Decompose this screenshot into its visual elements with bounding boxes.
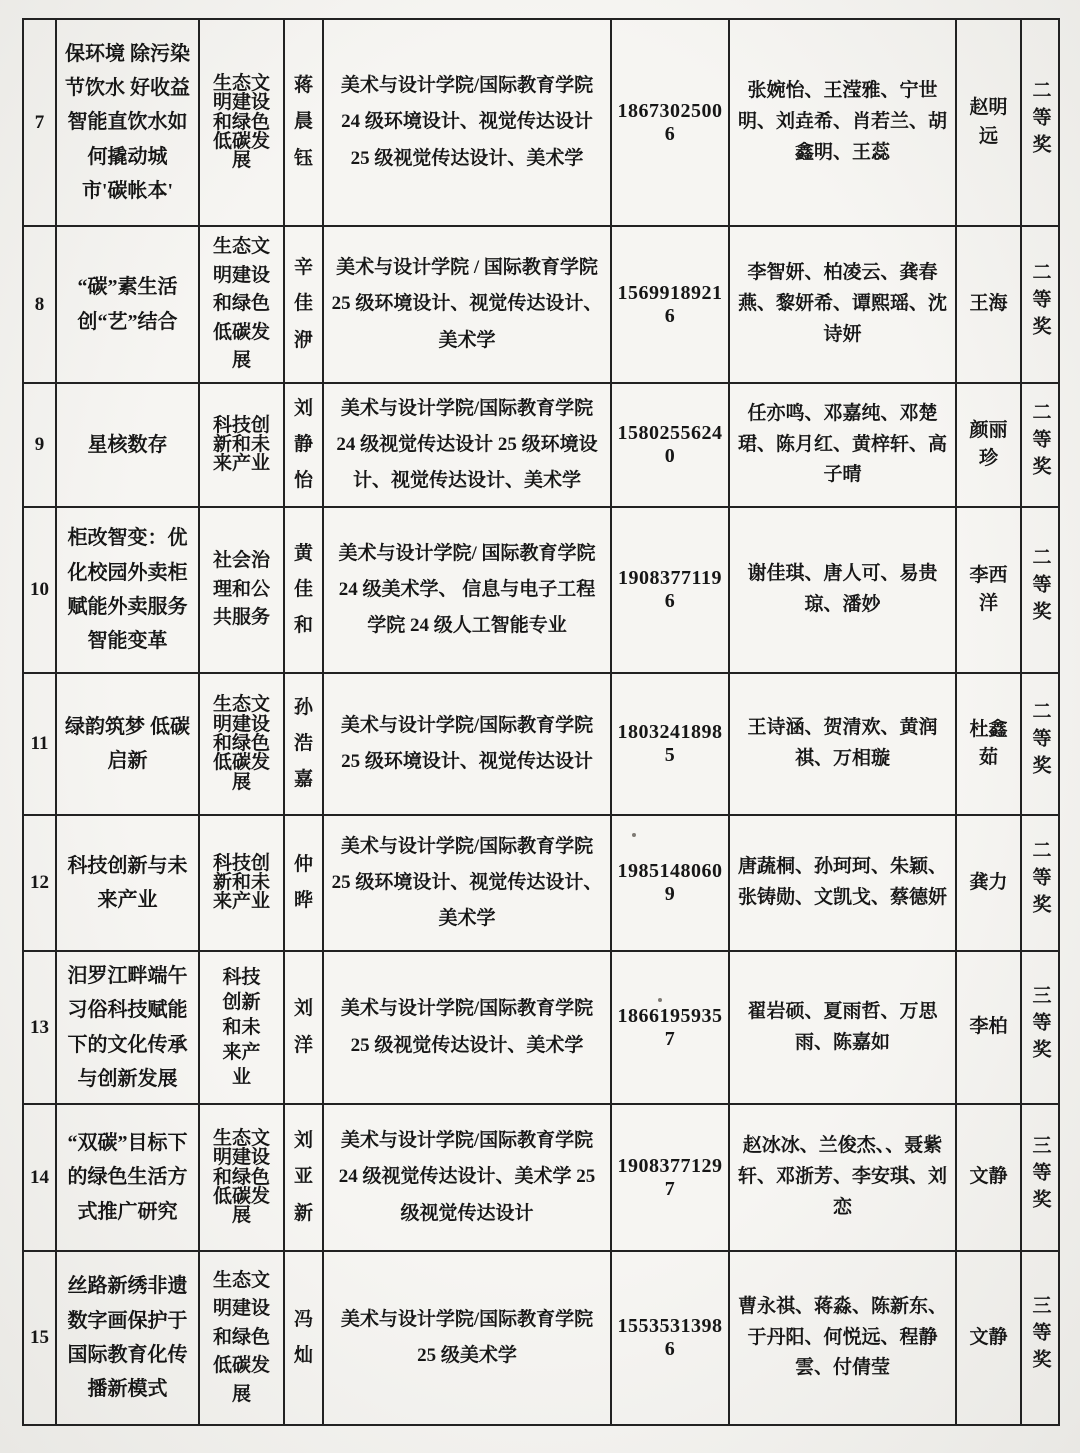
project-name: 星核数存 <box>56 383 199 507</box>
phone-number: 18032418985 <box>611 673 729 815</box>
college-major: 美术与设计学院/国际教育学院 25 级美术学 <box>323 1251 611 1425</box>
instructor-name: 李西洋 <box>956 507 1021 673</box>
phone-number: 15699189216 <box>611 226 729 383</box>
category-label: 生态文明建设和绿色低碳发展 <box>213 1269 271 1405</box>
table-row <box>23 1251 1059 1425</box>
leader-name: 辛佳洢 <box>284 226 323 383</box>
team-members: 曹永祺、蒋淼、陈新东、于丹阳、何悦远、程静雲、付倩莹 <box>729 1251 956 1425</box>
award-level: 二等奖 <box>1029 547 1051 628</box>
award-level: 三等奖 <box>1029 984 1051 1066</box>
table-row <box>23 383 1059 507</box>
category-cell <box>199 673 284 815</box>
leader-name: 孙浩嘉 <box>284 673 323 815</box>
table-row <box>23 1104 1059 1251</box>
team-members: 赵冰冰、兰俊杰、、聂紫轩、邓浙芳、李安琪、刘恋 <box>729 1104 956 1251</box>
table-row <box>23 19 1059 226</box>
team-members: 任亦鸣、邓嘉纯、邓楚珺、陈月红、黄梓轩、高子晴 <box>729 383 956 507</box>
award-level: 二等奖 <box>1029 79 1051 161</box>
category-label: 生态文明建设和绿色低碳发展 <box>213 694 271 793</box>
college-major: 美术与设计学院/国际教育学院 25 级视觉传达设计、美术学 <box>323 951 611 1104</box>
instructor-name: 文静 <box>956 1104 1021 1251</box>
leader-name: 仲晔 <box>284 815 323 951</box>
college-major: 美术与设计学院/国际教育学院 24 级视觉传达设计、美术学 25 级视觉传达设计 <box>323 1104 611 1251</box>
college-major: 美术与设计学院/国际教育学院 24 级环境设计、视觉传达设计 25 级视觉传达设计、美术学 <box>323 19 611 226</box>
award-cell <box>1021 673 1059 815</box>
row-number: 10 <box>23 507 56 673</box>
leader-name: 黄佳和 <box>284 507 323 673</box>
category-label: 生态文明建设和绿色低碳发展 <box>213 1127 271 1227</box>
award-cell <box>1021 951 1059 1104</box>
row-number: 12 <box>23 815 56 951</box>
phone-number: 18661959357 <box>611 951 729 1104</box>
category-cell <box>199 19 284 226</box>
award-cell <box>1021 1251 1059 1425</box>
leader-name: 刘洋 <box>284 951 323 1104</box>
leader-name: 蒋晨钰 <box>284 19 323 226</box>
award-level: 三等奖 <box>1029 1134 1051 1216</box>
project-name: 科技创新与未来产业 <box>56 815 199 951</box>
team-members: 张婉怡、王滢雅、宁世明、刘垚希、肖若兰、胡鑫明、王蕊 <box>729 19 956 226</box>
category-cell <box>199 226 284 383</box>
instructor-name: 颜丽珍 <box>956 383 1021 507</box>
team-members: 李智妍、柏凌云、龚春燕、黎妍希、谭熙瑶、沈诗妍 <box>729 226 956 383</box>
project-name: 保环境 除污染 节饮水 好收益 智能直饮水如何撬动城市'碳帐本' <box>56 19 199 226</box>
row-number: 13 <box>23 951 56 1104</box>
phone-number: 15802556240 <box>611 383 729 507</box>
award-cell <box>1021 19 1059 226</box>
award-level: 二等奖 <box>1029 840 1051 921</box>
row-number: 11 <box>23 673 56 815</box>
row-number: 8 <box>23 226 56 383</box>
category-label: 生态文明建设和绿色低碳发展 <box>213 236 271 372</box>
phone-number: 19851480609 <box>611 815 729 951</box>
table-row <box>23 226 1059 383</box>
leader-name: 刘亚新 <box>284 1104 323 1251</box>
row-number: 9 <box>23 383 56 507</box>
instructor-name: 文静 <box>956 1251 1021 1425</box>
instructor-name: 赵明远 <box>956 19 1021 226</box>
category-label: 社会治理和公共服务 <box>213 550 271 629</box>
scan-speck <box>632 833 636 837</box>
project-name: “双碳”目标下的绿色生活方式推广研究 <box>56 1104 199 1251</box>
row-number: 15 <box>23 1251 56 1425</box>
category-label: 科技创新和未来产业 <box>213 414 271 475</box>
row-number: 14 <box>23 1104 56 1251</box>
table-row <box>23 507 1059 673</box>
award-level: 三等奖 <box>1029 1295 1051 1376</box>
award-cell <box>1021 383 1059 507</box>
award-cell <box>1021 1104 1059 1251</box>
team-members: 谢佳琪、唐人可、易贵琼、潘妙 <box>729 507 956 673</box>
category-cell <box>199 951 284 1104</box>
instructor-name: 龚力 <box>956 815 1021 951</box>
category-cell <box>199 507 284 673</box>
instructor-name: 王海 <box>956 226 1021 383</box>
award-cell <box>1021 507 1059 673</box>
category-label: 科技创新和未来产业 <box>222 966 261 1089</box>
award-level: 二等奖 <box>1029 261 1051 343</box>
leader-name: 冯灿 <box>284 1251 323 1425</box>
project-name: 丝路新绣非遗数字画保护于国际教育化传播新模式 <box>56 1251 199 1425</box>
project-name: “碳”素生活 创“艺”结合 <box>56 226 199 383</box>
project-name: 柜改智变：优化校园外卖柜赋能外卖服务智能变革 <box>56 507 199 673</box>
college-major: 美术与设计学院/国际教育学院 24 级视觉传达设计 25 级环境设计、视觉传达设计、美术学 <box>323 383 611 507</box>
project-name: 绿韵筑梦 低碳启新 <box>56 673 199 815</box>
phone-number: 15535313986 <box>611 1251 729 1425</box>
instructor-name: 李柏 <box>956 951 1021 1104</box>
team-members: 唐蔬桐、孙珂珂、朱颖、张铸勋、文凯戈、蔡德妍 <box>729 815 956 951</box>
table-row <box>23 951 1059 1104</box>
team-members: 王诗涵、贺清欢、黄润祺、万相璇 <box>729 673 956 815</box>
category-cell <box>199 1251 284 1425</box>
project-name: 汨罗江畔端午习俗科技赋能下的文化传承与创新发展 <box>56 951 199 1104</box>
row-number: 7 <box>23 19 56 226</box>
instructor-name: 杜鑫茹 <box>956 673 1021 815</box>
leader-name: 刘静怡 <box>284 383 323 507</box>
category-label: 生态文明建设和绿色低碳发展 <box>213 72 271 172</box>
table-row <box>23 673 1059 815</box>
college-major: 美术与设计学院/国际教育学院 25 级环境设计、视觉传达设计 <box>323 673 611 815</box>
college-major: 美术与设计学院 / 国际教育学院 25 级环境设计、视觉传达设计、美术学 <box>323 226 611 383</box>
award-level: 二等奖 <box>1029 701 1051 782</box>
category-cell <box>199 815 284 951</box>
award-cell <box>1021 226 1059 383</box>
phone-number: 19083771297 <box>611 1104 729 1251</box>
category-cell <box>199 383 284 507</box>
category-label: 科技创新和未来产业 <box>213 852 271 913</box>
college-major: 美术与设计学院/国际教育学院 25 级环境设计、视觉传达设计、美术学 <box>323 815 611 951</box>
award-cell <box>1021 815 1059 951</box>
awards-table <box>22 18 1060 1426</box>
team-members: 翟岩硕、夏雨哲、万思雨、陈嘉如 <box>729 951 956 1104</box>
scan-speck <box>658 998 662 1002</box>
table-row <box>23 815 1059 951</box>
category-cell <box>199 1104 284 1251</box>
phone-number: 19083771196 <box>611 507 729 673</box>
college-major: 美术与设计学院/ 国际教育学院 24 级美术学、 信息与电子工程学院 24 级人工智能专业 <box>323 507 611 673</box>
award-level: 二等奖 <box>1029 402 1051 483</box>
phone-number: 18673025006 <box>611 19 729 226</box>
